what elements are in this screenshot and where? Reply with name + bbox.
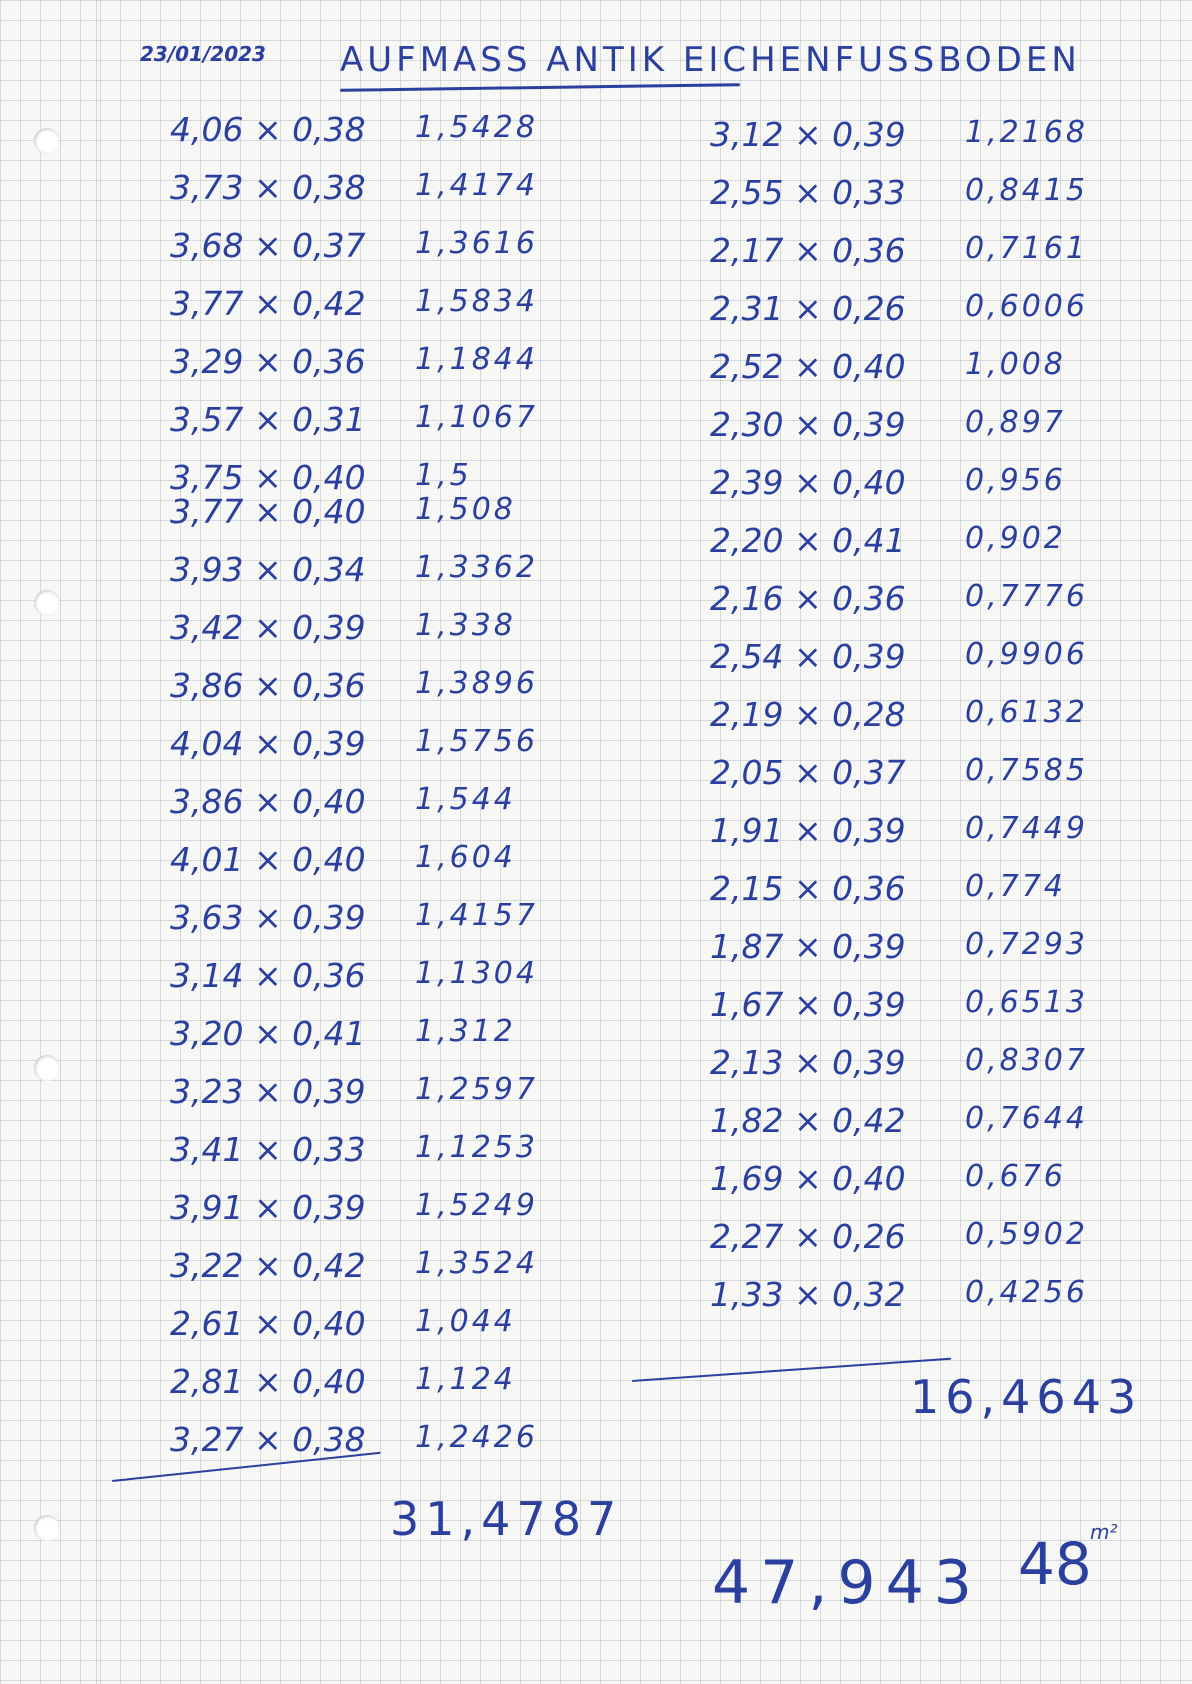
row-area: 1,5 bbox=[415, 458, 472, 493]
row-area: 0,7585 bbox=[965, 753, 1088, 788]
row-dimensions: 2,27 × 0,26 bbox=[710, 1217, 906, 1256]
row-dimensions: 3,86 × 0,36 bbox=[170, 666, 366, 705]
row-dimensions: 2,17 × 0,36 bbox=[710, 231, 906, 270]
row-area: 1,5834 bbox=[415, 284, 538, 319]
row-dimensions: 3,22 × 0,42 bbox=[170, 1246, 366, 1285]
page-title: AUFMASS ANTIK EICHENFUSSBODEN bbox=[340, 40, 1081, 80]
row-area: 0,5902 bbox=[965, 1217, 1088, 1252]
row-area: 1,3896 bbox=[415, 666, 538, 701]
row-area: 1,3616 bbox=[415, 226, 538, 261]
row-area: 0,7161 bbox=[965, 231, 1088, 266]
right-subtotal: 16,4643 bbox=[910, 1370, 1143, 1424]
grand-total: 47,943 bbox=[712, 1548, 982, 1618]
row-dimensions: 2,31 × 0,26 bbox=[710, 289, 906, 328]
row-dimensions: 3,29 × 0,36 bbox=[170, 342, 366, 381]
punch-hole bbox=[34, 1515, 60, 1541]
row-area: 0,902 bbox=[965, 521, 1066, 556]
row-dimensions: 2,05 × 0,37 bbox=[710, 753, 906, 792]
punch-hole bbox=[34, 590, 60, 616]
row-area: 0,897 bbox=[965, 405, 1066, 440]
row-dimensions: 3,27 × 0,38 bbox=[170, 1420, 366, 1459]
row-area: 1,312 bbox=[415, 1014, 516, 1049]
row-dimensions: 2,15 × 0,36 bbox=[710, 869, 906, 908]
row-area: 0,6132 bbox=[965, 695, 1088, 730]
row-area: 1,5249 bbox=[415, 1188, 538, 1223]
row-area: 1,2426 bbox=[415, 1420, 538, 1455]
row-dimensions: 2,55 × 0,33 bbox=[710, 173, 906, 212]
row-area: 1,124 bbox=[415, 1362, 516, 1397]
row-dimensions: 1,69 × 0,40 bbox=[710, 1159, 906, 1198]
row-dimensions: 3,42 × 0,39 bbox=[170, 608, 366, 647]
row-area: 0,6006 bbox=[965, 289, 1088, 324]
row-dimensions: 2,20 × 0,41 bbox=[710, 521, 906, 560]
header-date: 23/01/2023 bbox=[140, 42, 266, 66]
row-dimensions: 2,81 × 0,40 bbox=[170, 1362, 366, 1401]
row-area: 1,5428 bbox=[415, 110, 538, 145]
row-dimensions: 3,63 × 0,39 bbox=[170, 898, 366, 937]
row-dimensions: 3,12 × 0,39 bbox=[710, 115, 906, 154]
right-sum-line bbox=[632, 1358, 951, 1382]
row-area: 1,1304 bbox=[415, 956, 538, 991]
row-area: 1,4157 bbox=[415, 898, 538, 933]
row-dimensions: 3,77 × 0,42 bbox=[170, 284, 366, 323]
row-area: 0,7449 bbox=[965, 811, 1088, 846]
row-dimensions: 1,33 × 0,32 bbox=[710, 1275, 906, 1314]
row-dimensions: 1,87 × 0,39 bbox=[710, 927, 906, 966]
row-area: 1,3362 bbox=[415, 550, 538, 585]
rounded-total-unit: m² bbox=[1090, 1520, 1118, 1544]
row-dimensions: 3,91 × 0,39 bbox=[170, 1188, 366, 1227]
row-dimensions: 2,54 × 0,39 bbox=[710, 637, 906, 676]
left-subtotal: 31,4787 bbox=[390, 1492, 623, 1546]
page-margin-line bbox=[96, 0, 97, 1684]
rounded-total: 48 bbox=[1018, 1530, 1092, 1598]
row-area: 0,6513 bbox=[965, 985, 1088, 1020]
row-area: 0,7776 bbox=[965, 579, 1088, 614]
row-area: 1,5756 bbox=[415, 724, 538, 759]
row-area: 0,956 bbox=[965, 463, 1066, 498]
row-dimensions: 3,68 × 0,37 bbox=[170, 226, 366, 265]
row-dimensions: 3,93 × 0,34 bbox=[170, 550, 366, 589]
row-area: 1,1067 bbox=[415, 400, 538, 435]
row-area: 0,7293 bbox=[965, 927, 1088, 962]
row-dimensions: 2,16 × 0,36 bbox=[710, 579, 906, 618]
row-dimensions: 3,73 × 0,38 bbox=[170, 168, 366, 207]
row-dimensions: 3,14 × 0,36 bbox=[170, 956, 366, 995]
row-area: 0,4256 bbox=[965, 1275, 1088, 1310]
title-underline bbox=[340, 83, 740, 92]
row-area: 0,9906 bbox=[965, 637, 1088, 672]
row-dimensions: 3,75 × 0,40 bbox=[170, 458, 366, 497]
punch-hole bbox=[34, 1055, 60, 1081]
row-dimensions: 1,82 × 0,42 bbox=[710, 1101, 906, 1140]
row-area: 1,3524 bbox=[415, 1246, 538, 1281]
row-dimensions: 4,06 × 0,38 bbox=[170, 110, 366, 149]
row-dimensions: 1,67 × 0,39 bbox=[710, 985, 906, 1024]
row-dimensions: 3,41 × 0,33 bbox=[170, 1130, 366, 1169]
row-area: 1,338 bbox=[415, 608, 516, 643]
row-dimensions: 3,20 × 0,41 bbox=[170, 1014, 366, 1053]
row-dimensions: 3,23 × 0,39 bbox=[170, 1072, 366, 1111]
row-dimensions: 2,39 × 0,40 bbox=[710, 463, 906, 502]
row-dimensions: 2,19 × 0,28 bbox=[710, 695, 906, 734]
row-dimensions: 3,77 × 0,40 bbox=[170, 492, 366, 531]
row-dimensions: 2,52 × 0,40 bbox=[710, 347, 906, 386]
row-area: 1,008 bbox=[965, 347, 1066, 382]
row-area: 1,1253 bbox=[415, 1130, 538, 1165]
row-area: 1,544 bbox=[415, 782, 516, 817]
row-area: 0,676 bbox=[965, 1159, 1066, 1194]
row-dimensions: 3,86 × 0,40 bbox=[170, 782, 366, 821]
row-area: 1,1844 bbox=[415, 342, 538, 377]
row-dimensions: 2,61 × 0,40 bbox=[170, 1304, 366, 1343]
row-area: 1,604 bbox=[415, 840, 516, 875]
row-area: 0,774 bbox=[965, 869, 1066, 904]
row-dimensions: 3,57 × 0,31 bbox=[170, 400, 366, 439]
row-area: 1,044 bbox=[415, 1304, 516, 1339]
row-area: 1,2597 bbox=[415, 1072, 538, 1107]
row-dimensions: 1,91 × 0,39 bbox=[710, 811, 906, 850]
row-area: 1,508 bbox=[415, 492, 516, 527]
row-dimensions: 4,01 × 0,40 bbox=[170, 840, 366, 879]
row-area: 1,2168 bbox=[965, 115, 1088, 150]
punch-hole bbox=[34, 128, 60, 154]
row-dimensions: 2,30 × 0,39 bbox=[710, 405, 906, 444]
row-area: 0,7644 bbox=[965, 1101, 1088, 1136]
row-dimensions: 4,04 × 0,39 bbox=[170, 724, 366, 763]
row-dimensions: 2,13 × 0,39 bbox=[710, 1043, 906, 1082]
row-area: 0,8307 bbox=[965, 1043, 1088, 1078]
row-area: 1,4174 bbox=[415, 168, 538, 203]
row-area: 0,8415 bbox=[965, 173, 1088, 208]
